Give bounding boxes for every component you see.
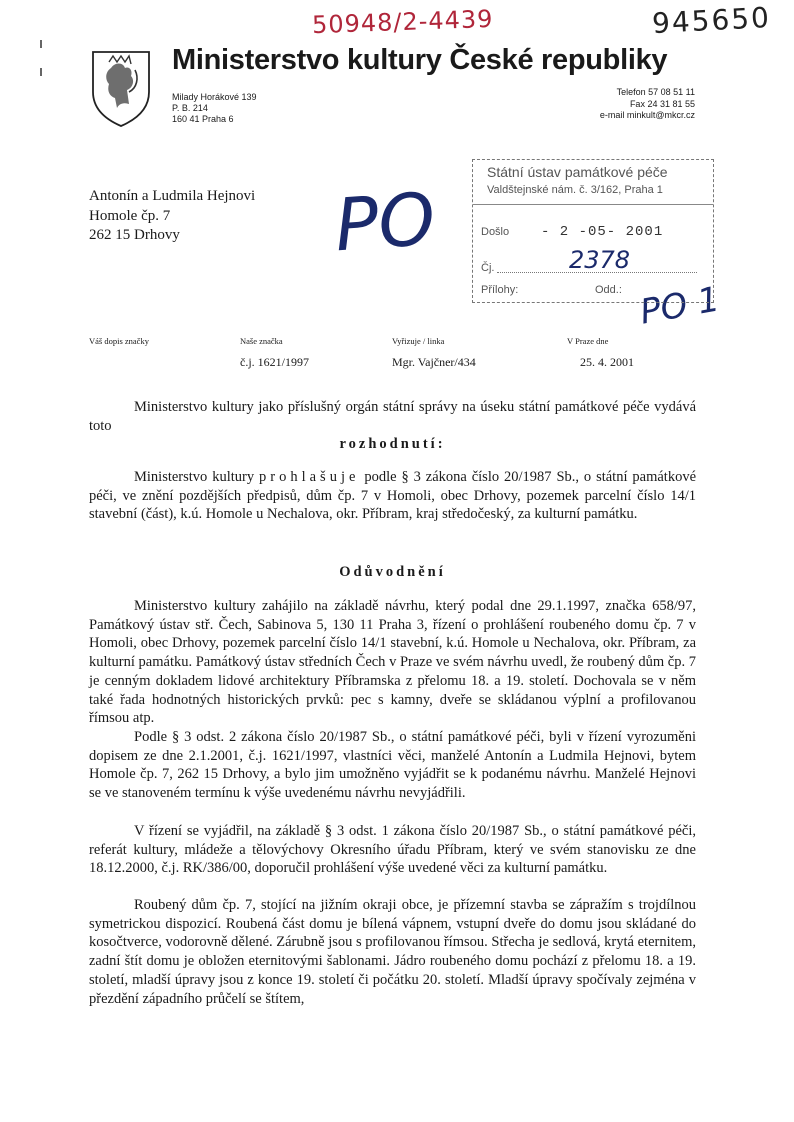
ref-handled-by: Mgr. Vajčner/434	[392, 355, 476, 369]
handwritten-archive-number: 945650	[651, 0, 772, 41]
margin-marks	[38, 40, 44, 80]
reasoning-paragraph-4: Roubený dům čp. 7, stojící na jižním okraji obce, je přízemní stavba se zápražím s trojdílnou symetrickou dispozicí. Roubená část domu je bílená vápnem, vstupní dveře do domu jsou skládané do kosočtverce, vodorovně dělené. Zárubně jsou s profilovanou římsou. Střecha je sedlová, krytá eternitem, zadní štít domu je obložen eternitovými šablonami. Jádro roubeného domu pochází z přelomu 18. a 19. století, mladší úpravy jsou z konce 19. století či počátku 20. století. Mladší úpravy spočívaly zejména v přezdění západního průčelí se štítem,	[89, 897, 696, 1007]
czech-lion-emblem-icon	[89, 48, 153, 128]
fax: Fax 24 31 81 55	[629, 98, 695, 109]
ref-date: 25. 4. 2001	[580, 355, 634, 369]
reasoning-paragraph-2: Podle § 3 odst. 2 zákona číslo 20/1987 Sb., o státní památkové péči, byli v řízení vyrozuměni dopisem ze dne 2.1.2001, č.j. 1621/1997, vlastníci věci, manželé Antonín a Ludmila Hejnovi, bytem Homole čp. 7, 262 15 Drhovy, a bylo jim umožněno vyjádřit se k podanému návrhu. Manželé Hejnovi se ve stanoveném termínu k výše uvedenému návrhu nevyjádřili.	[89, 729, 696, 802]
stamp-received-label: Došlo	[481, 226, 510, 238]
reasoning-paragraph-1: Ministerstvo kultury zahájilo na základě návrhu, který podal dne 29.1.1997, značka 658/97, Památkový ústav stř. Čech, Sabinova 5, 130 11 Praha 3, řízení o prohlášení roubeného domu čp. 7 v Homoli, obec Drhovy, pozemek parcelní číslo 14/1 stavební, k.ú. Homole u Nechalova, okr. Příbram, za kulturní památku. Památkový ústav středních Čech v Praze ve svém návrhu uvedl, že roubený dům čp. 7 je cenným dokladem lidové architektury Příbramska z přelomu 18. a 19. století. Dochovala se v něm také řada hodnotných historických prvků: pec s kamny, dveře se skládanou výplní a profilovanou římsou atp.	[89, 598, 696, 727]
handwritten-initials-small: PO 1	[637, 279, 723, 333]
stamp-dept-label: Odd.:	[595, 284, 622, 296]
ref-handled-by-label: Vyřizuje / linka	[392, 336, 445, 346]
recipient-name: Antonín a Ludmila Hejnovi	[89, 188, 256, 204]
handwritten-initials-large: PO	[332, 176, 438, 268]
stamp-divider	[473, 204, 713, 205]
recipient-address	[89, 187, 255, 246]
decision-rest: podle § 3 zákona číslo 20/1987 Sb., o státní památkové péči, ve znění pozdějších předpisů, dům čp. 7 v Homoli, obec Drhovy, pozemek parcelní číslo 14/1 stavební (část), k.ú. Homole u Nechalova, okr. Příbram, kraj středočeský, za kulturní památku.	[89, 469, 697, 523]
stamp-attachments-label: Přílohy:	[481, 284, 519, 296]
ref-our-mark-label: Naše značka	[240, 336, 283, 346]
recipient-street: Homole čp. 7	[89, 207, 171, 224]
ref-date-label: V Praze dne	[567, 336, 609, 346]
stamp-address: Valdštejnské nám. č. 3/162, Praha 1	[487, 184, 663, 196]
email: e-mail minkult@mkcr.cz	[599, 110, 695, 120]
decision-prefix: Ministerstvo kultury	[134, 469, 255, 485]
address-line: Milady Horákové 139	[172, 92, 257, 102]
ref-your-letter-label: Váš dopis značky	[89, 336, 149, 346]
phone: Telefon 57 08 51 11	[616, 87, 695, 97]
decision-paragraph	[89, 468, 696, 524]
reasoning-paragraph-3: V řízení se vyjádřil, na základě § 3 odst. 1 zákona číslo 20/1987 Sb., o státní památkové péči, referát kultury, mládeže a tělovýchovy Okresního úřadu Příbram, který ve svém stanovisku ze dne 18.12.2000, č.j. RK/386/00, doporučil prohlášení výše uvedené věci za kulturní památku.	[89, 823, 696, 877]
intro-paragraph: Ministerstvo kultury jako příslušný orgán státní správy na úseku státní památkové péče vydává toto	[89, 399, 696, 434]
ministry-contact	[600, 87, 695, 122]
stamp-ref-label: Čj.	[481, 262, 495, 274]
ministry-address	[172, 92, 257, 125]
recipient-city: 262 15 Drhovy	[89, 227, 180, 243]
handwritten-file-number: 50948/2-4439	[311, 4, 494, 40]
ministry-title: Ministerstvo kultury České republiky	[172, 44, 668, 76]
stamp-ref-number: 2378	[569, 246, 631, 274]
decision-verb: prohlašuje	[259, 469, 360, 485]
ref-our-mark: č.j. 1621/1997	[240, 355, 309, 369]
stamp-title: Státní ústav památkové péče	[487, 164, 668, 180]
stamp-received-date: - 2 -05- 2001	[541, 224, 664, 240]
receipt-stamp	[472, 159, 714, 303]
reasoning-heading: Odůvodnění	[339, 564, 446, 580]
decision-heading: rozhodnutí:	[339, 436, 446, 452]
address-line: P. B. 214	[172, 103, 208, 113]
address-line: 160 41 Praha 6	[172, 114, 234, 124]
